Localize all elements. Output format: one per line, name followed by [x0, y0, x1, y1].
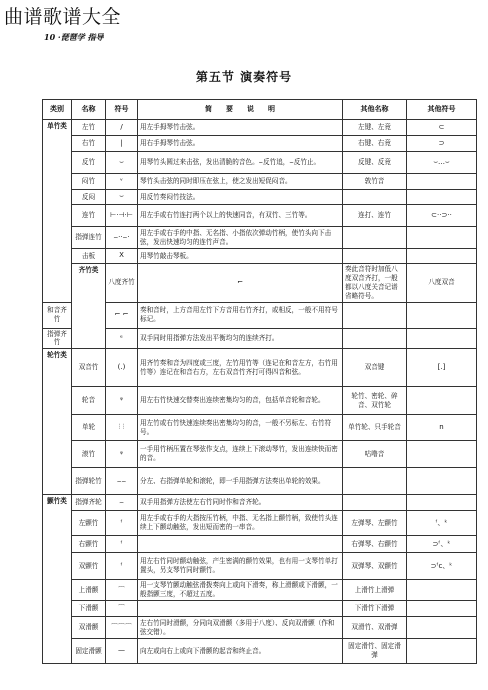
table-row: [43, 536, 477, 553]
other-name-cell: 左弹琴、左颤竹: [343, 511, 407, 536]
symbol-cell: ᶠ: [106, 536, 138, 553]
other-name-cell: [343, 227, 407, 249]
name-cell: 双颤竹: [72, 553, 106, 580]
symbol-cell: ⫶ ⫶: [106, 415, 138, 441]
symbol-cell: |: [106, 136, 138, 152]
description-cell: 用一支琴竹颤动触弦滑拨奏向上或向下滑奏，称上滑颤或下滑颤，一般指颤三度，不超过五度。: [138, 580, 343, 601]
description-cell: [138, 536, 343, 553]
table-row: [43, 120, 477, 136]
other-name-cell: 右键、右竟: [343, 136, 407, 152]
symbol-cell: ⊢·⊣·⊢: [106, 205, 138, 227]
other-symbol-cell: [407, 617, 477, 639]
other-name-cell: 右弹琴、右颤竹: [343, 536, 407, 553]
description-cell: 分左、右指弹单轮和滚轮，即一手用指弹方法奏出单轮的效果。: [138, 468, 343, 495]
description-cell: 用齐竹奏和音为四度或三度，左竹用竹等（连记在和音左方，右竹用竹等）连记在和音右方，左右双音竹齐打可得四音和弦。: [138, 349, 343, 387]
description-cell: 向左或向右上或向下滑颤的起音和终止音。: [138, 639, 343, 664]
table-row: [43, 553, 477, 580]
other-name-cell: [343, 190, 407, 205]
other-symbol-cell: ⊃: [407, 136, 477, 152]
table-header-row: [43, 100, 477, 120]
section-title: 第五节 演奏符号: [195, 70, 293, 84]
name-cell: 指弹连竹: [72, 227, 106, 249]
description-cell: 奏此音符时加低八度双音齐打，一般都以八度关音记谱省略符号。: [343, 264, 407, 303]
table-row: [43, 136, 477, 152]
name-cell: 双音竹: [72, 349, 106, 387]
symbol-cell: ⌣: [106, 152, 138, 174]
name-cell: 指弹齐竹: [43, 328, 72, 349]
other-symbol-cell: ⌣…⌣: [407, 152, 477, 174]
name-cell: 右颤竹: [72, 536, 106, 553]
table-row: [43, 190, 477, 205]
other-symbol-cell: [.]: [407, 349, 477, 387]
symbol-cell: ᵉ: [106, 328, 138, 349]
other-symbol-cell: ⊂··⊃··: [407, 205, 477, 227]
table-row: [43, 249, 477, 264]
description-cell: 用左手拇琴竹击弦。: [138, 120, 343, 136]
table-row: [43, 580, 477, 601]
symbol-cell: X: [106, 249, 138, 264]
symbol-cell: (.): [106, 349, 138, 387]
other-name-cell: 双音键: [343, 349, 407, 387]
symbol-cell: ᶠ: [106, 553, 138, 580]
symbol-cell: ⌒: [106, 580, 138, 601]
other-name-cell: 固定滑竹、固定滑弹: [343, 639, 407, 664]
name-cell: 八度齐竹: [106, 264, 138, 303]
table-row: [43, 264, 477, 303]
other-name-cell: 下滑竹下滑弹: [343, 601, 407, 617]
other-name-cell: 连打、连竹: [343, 205, 407, 227]
symbol-cell: ᵛ: [106, 174, 138, 190]
other-symbol-cell: ᶠ、ᵏ: [407, 511, 477, 536]
name-cell: 单轮: [72, 415, 106, 441]
other-name-cell: [343, 249, 407, 264]
name-cell: 固定滑颤: [72, 639, 106, 664]
description-cell: 用琴竹敲击琴板。: [138, 249, 343, 264]
other-symbol-cell: [407, 174, 477, 190]
other-symbol-cell: [407, 190, 477, 205]
other-name-cell: [343, 328, 407, 349]
other-symbol-cell: n: [407, 415, 477, 441]
description-cell: 用左手或右手的大指按压竹柄，中指、无名指上颤竹柄，致使竹头连续上下颤动触弦，发出短而密的一串音。: [138, 511, 343, 536]
other-symbol-cell: ⊃ᶠc、ᵏ: [407, 553, 477, 580]
symbol-cell: ⌢⌢: [106, 468, 138, 495]
symbol-cell: ⌒: [106, 601, 138, 617]
symbol-cell: ⌐ ⌐: [106, 302, 138, 328]
description-cell: 奏和音时，上方音用左竹下方音用右竹齐打，或相反，一般不用符号标记。: [138, 302, 343, 328]
name-cell: 反竹: [72, 152, 106, 174]
name-cell: 闷竹: [72, 174, 106, 190]
table-row: [43, 227, 477, 249]
description-cell: 用左手或右手的中指、无名指、小指依次弹动竹柄，使竹头向下击弦，发出快速均匀的连竹声音。: [138, 227, 343, 249]
symbol-cell: ⌢··⌢·: [106, 227, 138, 249]
other-symbol-cell: [407, 328, 477, 349]
table-row: [43, 639, 477, 664]
symbol-cell: /: [106, 120, 138, 136]
header-symbol: 符号: [106, 100, 138, 120]
other-name-cell: 咕噜音: [343, 441, 407, 468]
name-cell: 指弹齐轮: [72, 495, 106, 511]
table-row: [43, 415, 477, 441]
name-cell: 滚竹: [72, 441, 106, 468]
symbol-cell: ᵠ: [106, 387, 138, 415]
description-cell: 用左右竹快速交替奏出连续密集均匀的音，包括单音轮和音轮。: [138, 387, 343, 415]
other-name-cell: 双弹琴、双颤竹: [343, 553, 407, 580]
table-row: [43, 174, 477, 190]
name-cell: 连竹: [72, 205, 106, 227]
other-symbol-cell: [407, 227, 477, 249]
other-symbol-cell: [407, 387, 477, 415]
description-cell: 双手用指弹方法使左右竹同时作和音齐轮。: [138, 495, 343, 511]
header-name: 名称: [72, 100, 106, 120]
other-symbol-cell: [407, 249, 477, 264]
description-cell: 左右竹同时滑颤，分同向双滑颤（多用于八度）、反向双滑颤（作和弦交错）。: [138, 617, 343, 639]
description-cell: 用右手拇琴竹击弦。: [138, 136, 343, 152]
table-row: [43, 468, 477, 495]
description-cell: 用琴竹头圆过来击弦，发出清脆的音色。⌣反竹追，⌣反竹止。: [138, 152, 343, 174]
symbol-cell: ᵠ: [106, 441, 138, 468]
header-description: 简 要 说 明: [138, 100, 343, 120]
other-name-cell: 左键、左竟: [343, 120, 407, 136]
name-cell: 双滑颤: [72, 617, 106, 639]
table-row: [43, 387, 477, 415]
header-other-name: 其他名称: [343, 100, 407, 120]
table-row: [43, 495, 477, 511]
header-category: 类别: [43, 100, 72, 120]
table-row: [43, 511, 477, 536]
other-symbol-cell: ⊃ᶠ、ᵏ: [407, 536, 477, 553]
other-name-cell: 轮竹、密轮、碎音、双竹轮: [343, 387, 407, 415]
other-symbol-cell: [407, 495, 477, 511]
name-cell: 轮音: [72, 387, 106, 415]
other-name-cell: 八度双音: [407, 264, 477, 303]
symbol-cell: ⌐: [138, 264, 343, 303]
table-row: [43, 441, 477, 468]
name-cell: 下滑颤: [72, 601, 106, 617]
name-cell: 和音齐竹: [43, 302, 72, 328]
category-cell: 轮竹类: [43, 349, 72, 495]
other-symbol-cell: [407, 302, 477, 328]
description-cell: 琴竹头击弦的同时即压在弦上，使之发出短促闷音。: [138, 174, 343, 190]
description-cell: 一手用竹柄压置在琴弦作支点，连续上下滚动琴竹，发出连续快而密的音。: [138, 441, 343, 468]
other-name-cell: [343, 468, 407, 495]
other-symbol-cell: [407, 580, 477, 601]
watermark: 曲谱歌谱大全: [4, 6, 122, 28]
other-name-cell: 单竹轮、只手轮音: [343, 415, 407, 441]
description-cell: 用左右竹同时颤动触弦，产生密满的颤竹效果，也有用一支琴竹单打置头，另支琴竹同时颤竹。: [138, 553, 343, 580]
table-row: [43, 349, 477, 387]
category-cell: 齐竹类: [72, 264, 106, 349]
description-cell: 双手同时用指弹方法发出平衡均匀的连续齐打。: [138, 328, 343, 349]
name-cell: 上滑颤: [72, 580, 106, 601]
symbol-cell: —: [106, 639, 138, 664]
other-name-cell: 反键、反竟: [343, 152, 407, 174]
name-cell: 击板: [72, 249, 106, 264]
symbol-cell: ⌢: [106, 495, 138, 511]
table-row: [43, 205, 477, 227]
category-cell: 单竹类: [43, 120, 72, 303]
other-symbol-cell: [407, 601, 477, 617]
description-cell: [138, 601, 343, 617]
description-cell: 用左手或右竹连打两个以上的快速同音，有双竹、三竹等。: [138, 205, 343, 227]
table-row: [43, 617, 477, 639]
table-row: [43, 302, 477, 328]
other-name-cell: [343, 302, 407, 328]
other-symbol-cell: ⊂: [407, 120, 477, 136]
description-cell: 用左竹或右竹快速连续奏出密集均匀的音，一般不另标左、右竹符号。: [138, 415, 343, 441]
other-symbol-cell: [407, 468, 477, 495]
other-name-cell: [343, 495, 407, 511]
other-name-cell: 双滑竹、双滑弹: [343, 617, 407, 639]
symbol-cell: ⌒⌒⌒: [106, 617, 138, 639]
symbol-cell: ⌣: [106, 190, 138, 205]
table-row: [43, 601, 477, 617]
other-name-cell: 敦竹音: [343, 174, 407, 190]
running-head: 10 ·琵琶学 指导: [44, 32, 104, 42]
header-other-symbol: 其他符号: [407, 100, 477, 120]
name-cell: 右竹: [72, 136, 106, 152]
category-cell: 颤竹类: [43, 495, 72, 664]
other-name-cell: 上滑竹上滑弹: [343, 580, 407, 601]
name-cell: 左竹: [72, 120, 106, 136]
name-cell: 反闷: [72, 190, 106, 205]
name-cell: 左颤竹: [72, 511, 106, 536]
description-cell: 用反竹奏闷竹技法。: [138, 190, 343, 205]
table-row: [43, 328, 477, 349]
table-row: [43, 152, 477, 174]
symbol-cell: ᶠ: [106, 511, 138, 536]
other-symbol-cell: [407, 441, 477, 468]
notation-table: [42, 99, 477, 664]
other-symbol-cell: [407, 639, 477, 664]
name-cell: 指弹轮竹: [72, 468, 106, 495]
